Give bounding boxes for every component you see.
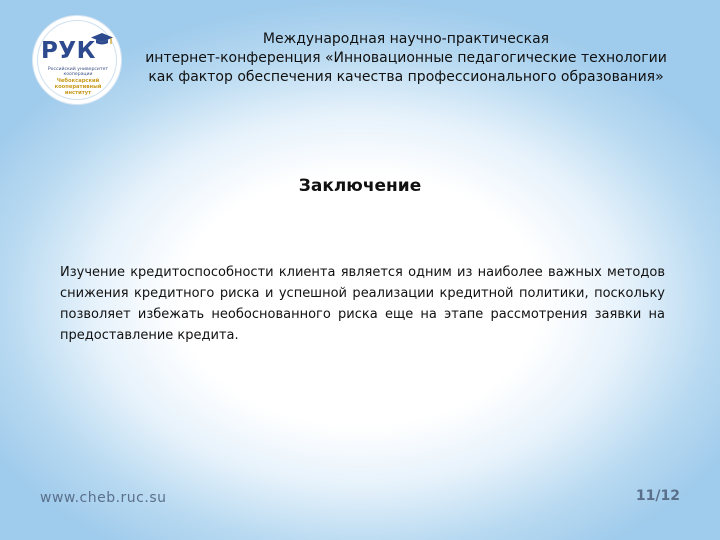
website-link[interactable]: www.cheb.ruc.su (40, 490, 167, 506)
ruk-logo (32, 15, 122, 105)
header-line: интернет-конференция «Инновационные педагогические технологии (145, 50, 667, 66)
logo-caption-line: кооперативный (54, 84, 102, 90)
conference-header (128, 30, 684, 87)
logo-caption-line: институт (64, 90, 92, 96)
slide-title: Заключение (298, 176, 422, 196)
header-line: Международная научно-практическая (262, 31, 550, 47)
logo-caption-line: Чебоксарский (56, 78, 100, 84)
slide-body-text: Изучение кредитоспособности клиента является одним из наиболее важных методов снижения кредитного риска и успешной реализации кредитной политики, поскольку позволяет избежать необоснованного риска еще на этапе рассмотрения заявки на предоставление кредита. (60, 265, 665, 343)
header-line: как фактор обеспечения качества профессионального образования» (148, 69, 664, 85)
logo-caption-line: кооперации (63, 72, 93, 77)
page-number: 11/12 (635, 488, 680, 504)
logo-caption-line: Российский университет (47, 67, 109, 72)
logo-wordmark: РУК (41, 38, 96, 64)
